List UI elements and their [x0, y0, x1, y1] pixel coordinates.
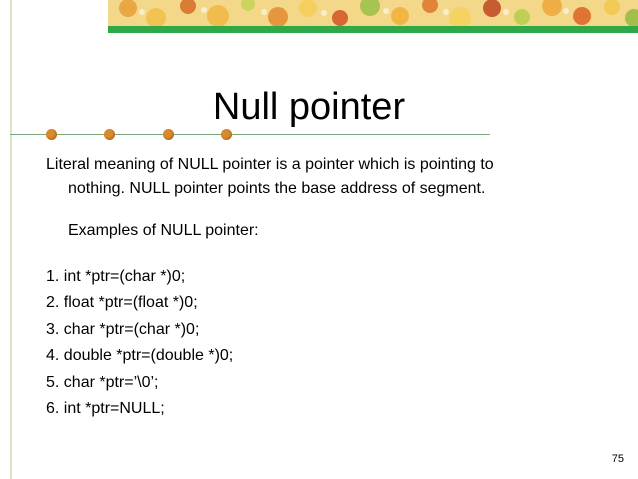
- decorative-banner: [108, 0, 638, 26]
- example-item: 4. double *ptr=(double *)0;: [46, 347, 234, 365]
- floral-banner-image: [108, 0, 638, 26]
- slide-title: Null pointer: [212, 86, 406, 129]
- example-item: 3. char *ptr=(char *)0;: [46, 320, 200, 338]
- divider-dot-icon: [46, 129, 57, 140]
- title-divider: [10, 134, 490, 135]
- example-item: 2. float *ptr=(float *)0;: [46, 294, 198, 312]
- example-item: 6. int *ptr=NULL;: [46, 399, 165, 417]
- divider-dot-icon: [163, 129, 174, 140]
- examples-list: [46, 264, 233, 422]
- definition-line-1: Literal meaning of NULL pointer is a pointer which is pointing to: [46, 156, 494, 173]
- example-item: 1. int *ptr=(char *)0;: [46, 268, 186, 285]
- definition-paragraph: [46, 153, 566, 201]
- left-margin-rule: [10, 0, 12, 479]
- definition-line-2: nothing. NULL pointer points the base address of segment.: [68, 180, 486, 197]
- divider-dot-icon: [104, 129, 115, 140]
- slide-number: 75: [611, 453, 624, 465]
- banner-green-edge: [108, 26, 638, 33]
- example-item: 5. char *ptr=’\0’;: [46, 373, 159, 391]
- divider-dot-icon: [221, 129, 232, 140]
- examples-heading: Examples of NULL pointer:: [68, 222, 259, 239]
